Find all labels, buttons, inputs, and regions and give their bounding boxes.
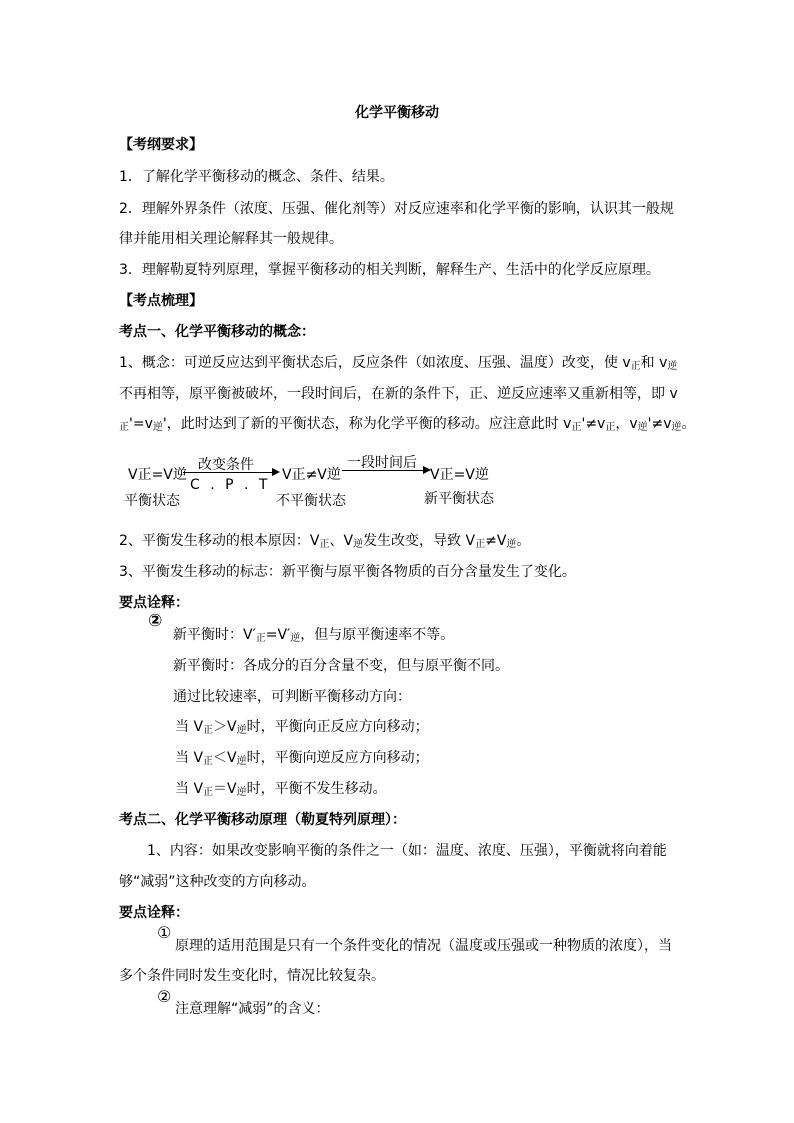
diagram-state-2: V正≠V逆 xyxy=(282,467,341,483)
case-forward: 当 $V_正>V_逆$时，平衡向正反应方向移动； xyxy=(175,719,429,736)
diagram-state-3: V正=V逆 xyxy=(430,467,489,483)
note-marker: ② xyxy=(148,611,163,631)
diagram-arrow-2 xyxy=(342,470,424,471)
cause-line: 2、平衡发生移动的根本原因：$V_正$、$V_逆$发生改变，导致 $V_正\ne V_逆$。 xyxy=(119,533,531,550)
diagram-arrow-1 xyxy=(183,472,273,473)
case-reverse: 当 $V_正<V_逆$时，平衡向逆反应方向移动； xyxy=(175,750,429,767)
note1-marker: ① xyxy=(157,923,172,942)
syllabus-item-3: 3．理解勒夏特列原理，掌握平衡移动的相关判断，解释生产、生活中的化学反应原理。 xyxy=(119,262,660,278)
point1-notes-heading: 要点诠释： xyxy=(119,595,189,611)
point2-heading: 考点二、化学平衡移动原理（勒夏特列原理）： xyxy=(119,812,406,828)
sign-line: 3、平衡发生移动的标志：新平衡与原平衡各物质的百分含量发生了变化。 xyxy=(119,564,576,580)
syllabus-item-1: 1．了解化学平衡移动的概念、条件、结果。 xyxy=(119,169,394,185)
diagram-label-1: 平衡状态 xyxy=(124,493,180,509)
case-no-shift: 当 $V_正=V_逆$时，平衡不发生移动。 xyxy=(175,781,387,798)
syllabus-heading: 【考纲要求】 xyxy=(119,137,203,153)
arrow-right-icon xyxy=(272,468,280,476)
concept-line-2: 不再相等，原平衡被破坏，一段时间后，在新的条件下，正、逆反应速率又重新相等，即 v xyxy=(119,386,678,402)
principle-content-line-1: 1、内容：如果改变影响平衡的条件之一（如：温度、浓度、压强），平衡就将向着能 xyxy=(147,843,667,859)
note2-line: 注意理解“减弱”的含义： xyxy=(175,1001,330,1017)
diagram-label-2: 不平衡状态 xyxy=(276,493,346,509)
diagram-state-1: V正=V逆 xyxy=(128,467,187,483)
point2-notes-heading: 要点诠释： xyxy=(119,905,189,921)
diagram-label-3: 新平衡状态 xyxy=(424,491,494,507)
point1-heading: 考点一、化学平衡移动的概念： xyxy=(119,324,315,340)
syllabus-item-2-line1: 2．理解外界条件（浓度、压强、催化剂等）对反应速率和化学平衡的影响，认识其一般规 xyxy=(119,201,674,217)
diagram-arrow-1-bottom: C . P . T xyxy=(190,477,271,493)
note1-line-1: 原理的适用范围是只有一个条件变化的情况（温度或压强或一种物质的浓度），当 xyxy=(175,938,672,954)
page-title: 化学平衡移动 xyxy=(355,105,439,121)
note-compare-rates: 通过比较速率，可判断平衡移动方向： xyxy=(173,689,411,705)
concept-line-3: $_正'=v_逆'$，此时达到了新的平衡状态，称为化学平衡的移动。应注意此时 $v_正'\ne v_正$，$v_逆'\ne v_逆$。 xyxy=(119,416,696,433)
concept-line-1: 1、概念：可逆反应达到平衡状态后，反应条件（如浓度、压强、温度）改变，使 $v_正$和 $v_逆$ xyxy=(119,355,678,372)
note1-line-2: 多个条件同时发生变化时，情况比较复杂。 xyxy=(119,968,385,984)
note-new-composition: 新平衡时：各成分的百分含量不变，但与原平衡不同。 xyxy=(173,658,509,674)
syllabus-item-2-line2: 律并能用相关理论解释其一般规律。 xyxy=(119,231,343,247)
note-new-rate: 新平衡时：$V'_正=V'_逆$，但与原平衡速率不等。 xyxy=(173,627,455,644)
note2-marker: ② xyxy=(157,987,172,1006)
diagram-arrow-2-top: 一段时间后 xyxy=(347,455,417,471)
diagram-arrow-1-top: 改变条件 xyxy=(198,457,254,473)
review-heading: 【考点梳理】 xyxy=(119,293,203,309)
principle-content-line-2: 够“减弱”这种改变的方向移动。 xyxy=(119,874,316,890)
